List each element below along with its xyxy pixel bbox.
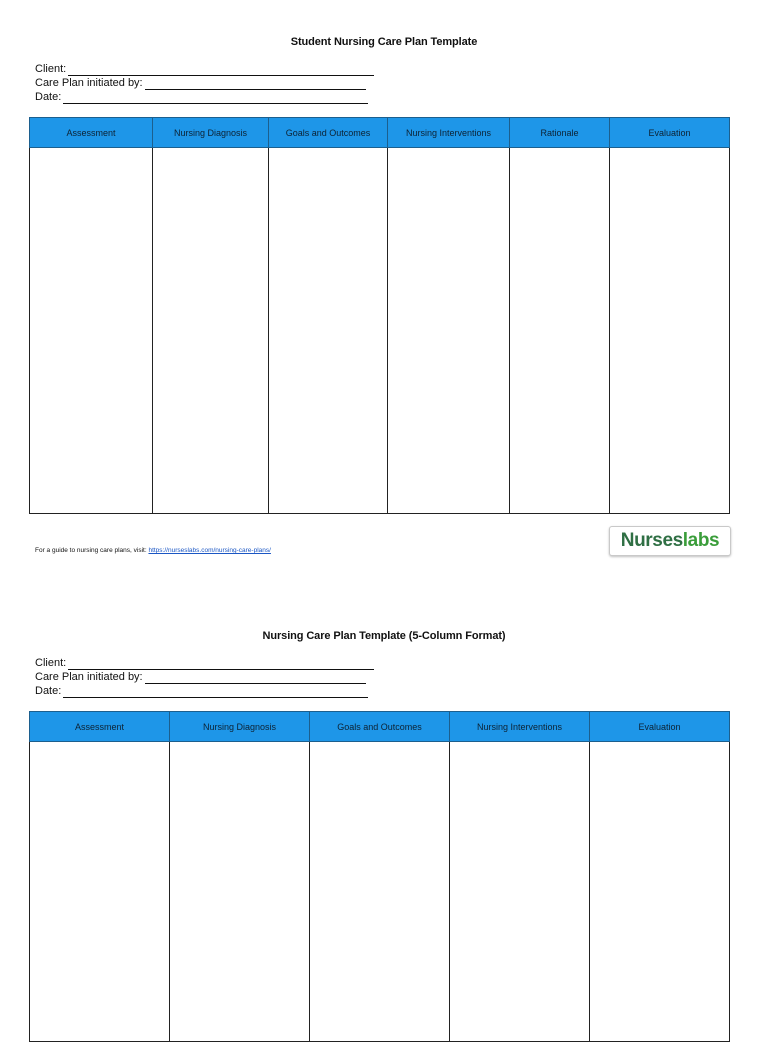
- cell-evaluation[interactable]: [590, 742, 730, 1042]
- plan2-fields: [35, 656, 374, 698]
- initiated-line[interactable]: [145, 79, 366, 90]
- col-evaluation: Evaluation: [590, 712, 730, 742]
- col-goals-outcomes: Goals and Outcomes: [310, 712, 450, 742]
- col-evaluation: Evaluation: [610, 118, 730, 148]
- date-line[interactable]: [63, 93, 368, 104]
- col-nursing-interventions: Nursing Interventions: [388, 118, 510, 148]
- client-line[interactable]: [68, 659, 374, 670]
- cell-goals-outcomes[interactable]: [310, 742, 450, 1042]
- nurseslabs-logo: [609, 526, 731, 556]
- col-assessment: Assessment: [30, 118, 153, 148]
- col-assessment: Assessment: [30, 712, 170, 742]
- footer-note: [35, 547, 271, 554]
- initiated-label: Care Plan initiated by:: [35, 671, 143, 683]
- date-label: Date:: [35, 685, 62, 697]
- footer-link[interactable]: https://nurseslabs.com/nursing-care-plans/: [148, 547, 271, 554]
- logo-part1: Nurses: [620, 530, 683, 551]
- cell-assessment[interactable]: [30, 148, 153, 514]
- client-label: Client:: [35, 657, 67, 669]
- date-line[interactable]: [63, 687, 368, 698]
- plan1-title: Student Nursing Care Plan Template: [290, 36, 478, 48]
- cell-nursing-interventions[interactable]: [450, 742, 590, 1042]
- logo-part2: labs: [682, 530, 720, 551]
- cell-evaluation[interactable]: [610, 148, 730, 514]
- initiated-label: Care Plan initiated by:: [35, 77, 143, 89]
- client-label: Client:: [35, 63, 67, 75]
- client-field[interactable]: [35, 62, 374, 76]
- col-rationale: Rationale: [510, 118, 610, 148]
- table-row: [30, 148, 730, 514]
- client-line[interactable]: [68, 65, 374, 76]
- plan2-title: Nursing Care Plan Template (5-Column Format): [262, 630, 506, 642]
- footer-text: For a guide to nursing care plans, visit:: [35, 547, 147, 554]
- cell-goals-outcomes[interactable]: [269, 148, 388, 514]
- plan1-table: [29, 117, 730, 514]
- initiated-field[interactable]: [35, 76, 374, 90]
- col-goals-outcomes: Goals and Outcomes: [269, 118, 388, 148]
- col-nursing-diagnosis: Nursing Diagnosis: [153, 118, 269, 148]
- cell-assessment[interactable]: [30, 742, 170, 1042]
- col-nursing-diagnosis: Nursing Diagnosis: [170, 712, 310, 742]
- date-field[interactable]: [35, 90, 374, 104]
- date-label: Date:: [35, 91, 62, 103]
- client-field[interactable]: [35, 656, 374, 670]
- col-nursing-interventions: Nursing Interventions: [450, 712, 590, 742]
- cell-nursing-diagnosis[interactable]: [170, 742, 310, 1042]
- initiated-field[interactable]: [35, 670, 374, 684]
- date-field[interactable]: [35, 684, 374, 698]
- table-header-row: [30, 118, 730, 148]
- table-header-row: [30, 712, 730, 742]
- plan2-table: [29, 711, 730, 1042]
- cell-nursing-interventions[interactable]: [388, 148, 510, 514]
- cell-rationale[interactable]: [510, 148, 610, 514]
- initiated-line[interactable]: [145, 673, 366, 684]
- table-row: [30, 742, 730, 1042]
- cell-nursing-diagnosis[interactable]: [153, 148, 269, 514]
- plan1-fields: [35, 62, 374, 104]
